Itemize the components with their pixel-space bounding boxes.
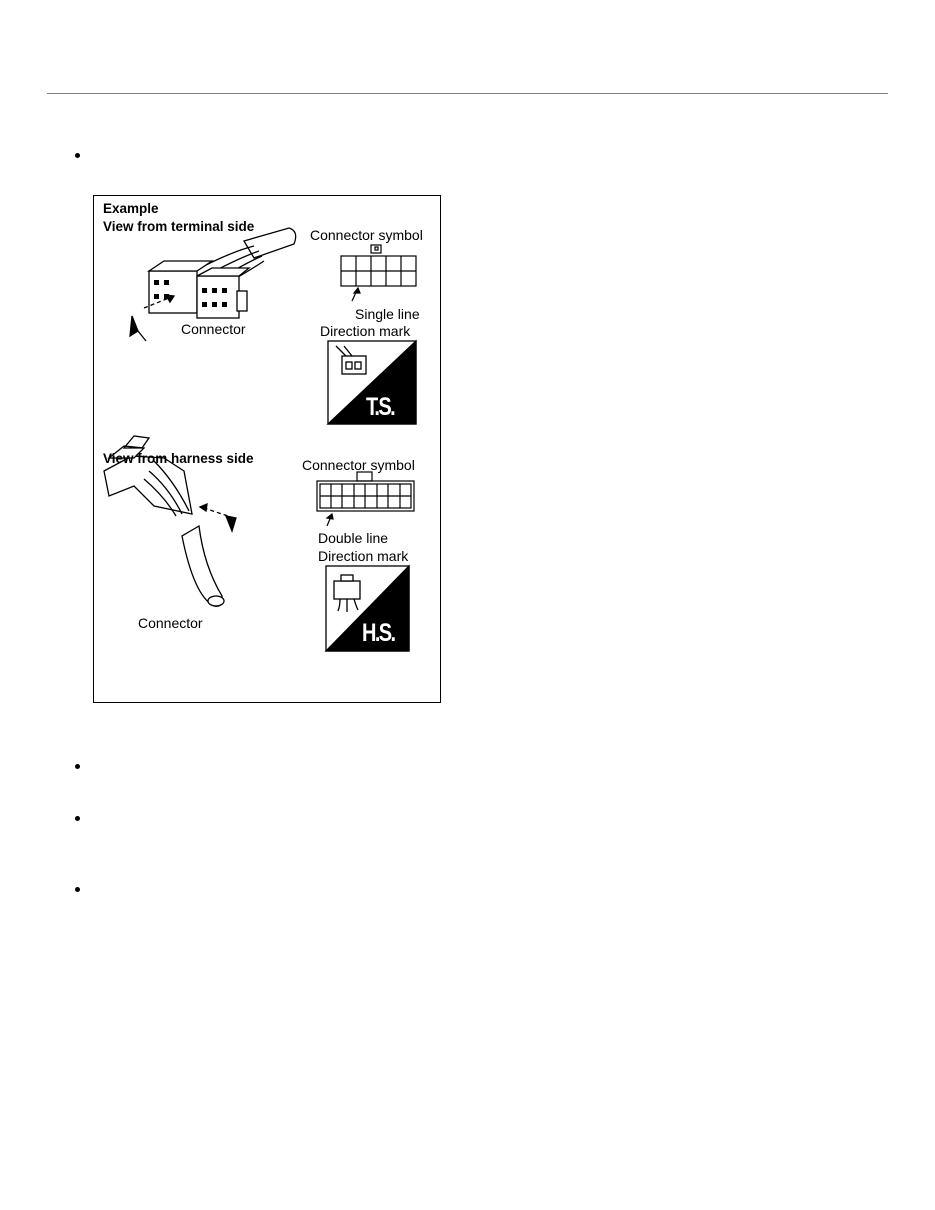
harness-side-heading: View from harness side bbox=[103, 451, 254, 466]
single-line-label: Single line bbox=[355, 306, 420, 322]
example-label: Example bbox=[103, 201, 159, 216]
ts-mark-text: T.S. bbox=[366, 393, 395, 421]
bullet-3 bbox=[75, 816, 80, 821]
double-line-label: Double line bbox=[318, 530, 389, 546]
terminal-side-heading: View from terminal side bbox=[103, 219, 255, 234]
horizontal-divider bbox=[47, 93, 888, 94]
harness-connector-label: Connector bbox=[138, 615, 203, 631]
harness-direction-mark-label: Direction mark bbox=[318, 548, 409, 564]
single-line-connector-symbol bbox=[341, 245, 416, 301]
terminal-connector-label: Connector bbox=[181, 321, 246, 337]
harness-symbol-label: Connector symbol bbox=[302, 457, 415, 473]
bullet-2 bbox=[75, 764, 80, 769]
connector-view-figure bbox=[93, 195, 441, 703]
bullet-4 bbox=[75, 887, 80, 892]
terminal-symbol-label: Connector symbol bbox=[310, 227, 423, 243]
hs-mark-text: H.S. bbox=[362, 619, 395, 647]
double-line-connector-symbol bbox=[317, 472, 414, 526]
bullet-1 bbox=[75, 153, 80, 158]
terminal-direction-mark-label: Direction mark bbox=[320, 323, 411, 339]
